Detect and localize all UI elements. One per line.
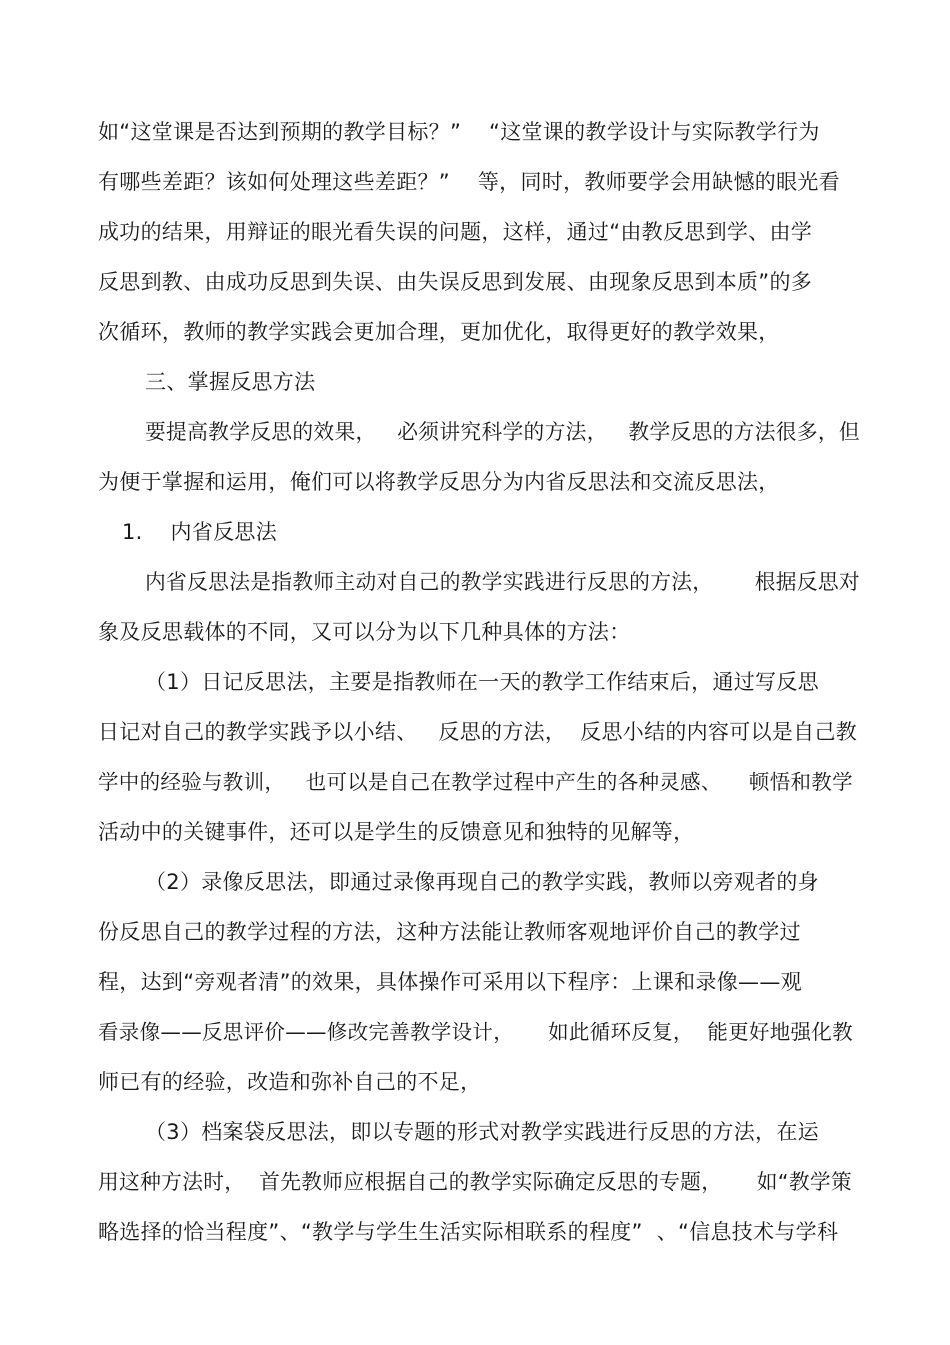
paragraph-line: 内省反思法是指教师主动对自己的教学实践进行反思的方法， 根据反思对: [145, 570, 860, 594]
paragraph-line: 程，达到“旁观者清”的效果，具体操作可采用以下程序：上课和录像——观: [98, 970, 802, 994]
paragraph-line: 日记对自己的教学实践予以小结、 反思的方法， 反思小结的内容可以是自己教: [98, 720, 858, 744]
paragraph-line: 成功的结果，用辩证的眼光看失误的问题，这样，通过“由教反思到学、由学: [98, 220, 813, 244]
paragraph-line: 用这种方法时， 首先教师应根据自己的教学实际确定反思的专题， 如“教学策: [98, 1170, 852, 1194]
paragraph-line: 要提高教学反思的效果， 必须讲究科学的方法， 教学反思的方法很多，但: [145, 420, 860, 444]
paragraph-line: 次循环，教师的教学实践会更加合理，更加优化，取得更好的教学效果，: [98, 320, 780, 344]
paragraph-line: 活动中的关键事件，还可以是学生的反馈意见和独特的见解等，: [98, 820, 695, 844]
paragraph-line: 如“这堂课是否达到预期的教学目标？” “这堂课的教学设计与实际教学行为: [98, 120, 820, 144]
paragraph-line: 为便于掌握和运用，俺们可以将教学反思分为内省反思法和交流反思法，: [98, 470, 780, 494]
subsection-heading: 1. 内省反思法: [122, 520, 278, 544]
paragraph-line: （3）档案袋反思法，即以专题的形式对教学实践进行反思的方法，在运: [145, 1120, 819, 1144]
paragraph-line: 象及反思载体的不同，又可以分为以下几种具体的方法：: [98, 620, 631, 644]
paragraph-line: （1）日记反思法，主要是指教师在一天的教学工作结束后，通过写反思: [145, 670, 819, 694]
paragraph-line: 有哪些差距？该如何处理这些差距？” 等，同时，教师要学会用缺憾的眼光看: [98, 170, 840, 194]
paragraph-line: 反思到教、由成功反思到失误、由失误反思到发展、由现象反思到本质”的多: [98, 270, 813, 294]
paragraph-line: 师已有的经验，改造和弥补自己的不足，: [98, 1070, 482, 1094]
paragraph-line: 份反思自己的教学过程的方法，这种方法能让教师客观地评价自己的教学过: [98, 920, 801, 944]
paragraph-line: 略选择的恰当程度”、“教学与学生生活实际相联系的程度” 、“信息技术与学科: [98, 1220, 839, 1244]
paragraph-line: 学中的经验与教训， 也可以是自己在教学过程中产生的各种灵感、 顿悟和教学: [98, 770, 853, 794]
section-heading: 三、掌握反思方法: [145, 370, 316, 394]
paragraph-line: 看录像——反思评价——修改完善教学设计， 如此循环反复， 能更好地强化教: [98, 1020, 853, 1044]
paragraph-line: （2）录像反思法，即通过录像再现自己的教学实践，教师以旁观者的身: [145, 870, 819, 894]
